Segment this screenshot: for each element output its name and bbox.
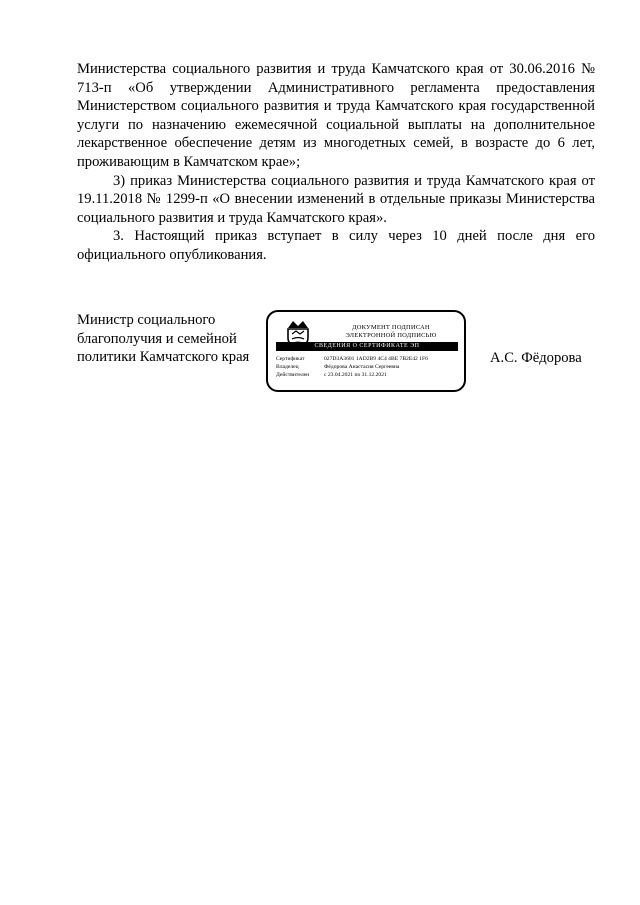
stamp-title-line-1: ДОКУМЕНТ ПОДПИСАН [352,324,430,331]
paragraph-entry-into-force: 3. Настоящий приказ вступает в силу через 10 дней после дня его официального опубликования. [77,228,595,263]
stamp-certificate-header: СВЕДЕНИЯ О СЕРТИФИКАТЕ ЭП [276,342,458,351]
signatory-position [77,311,277,367]
stamp-details [276,355,460,379]
certificate-value: 027D3A3601 1AD2B9 4C4 4BE 7B2E42 1F6 [324,356,428,362]
electronic-signature-stamp [266,310,466,392]
stamp-row-valid [276,371,460,379]
owner-value: Фёдорова Анастасия Сергеевна [324,364,400,370]
position-line-2: благополучия и семейной [77,330,237,347]
signatory-name: А.С. Фёдорова [490,350,582,366]
stamp-title [326,324,456,340]
stamp-row-owner [276,363,460,371]
stamp-title-line-2: ЭЛЕКТРОННОЙ ПОДПИСЬЮ [345,332,437,339]
valid-value: с 23.04.2021 по 31.12.2021 [324,372,387,378]
document-body [77,60,595,265]
stamp-row-certificate [276,355,460,363]
certificate-label: Сертификат [276,356,305,362]
valid-label: Действителен [276,372,310,378]
owner-label: Владелец [276,364,299,370]
paragraph-continuation: Министерства социального развития и труда Камчатского края от 30.06.2016 № 713-п «Об утверждении Административного регламента предоставления Министерством социального развития и труда Камчатского края государственной услуги по назначению ежемесячной социальной выплаты на дополнительное лекарственное обеспечение детям из многодетных семей, в возрасте до 6 лет, проживающим в Камчатском крае»; [77,61,595,170]
position-line-1: Министр социального [77,312,216,328]
paragraph-item-3: 3) приказ Министерства социального развития и труда Камчатского края от 19.11.2018 № 1299-п «О внесении изменений в отдельные приказы Министерства социального развития и труда Камчатского края». [77,172,595,226]
position-line-3: политики Камчатского края [77,349,250,366]
